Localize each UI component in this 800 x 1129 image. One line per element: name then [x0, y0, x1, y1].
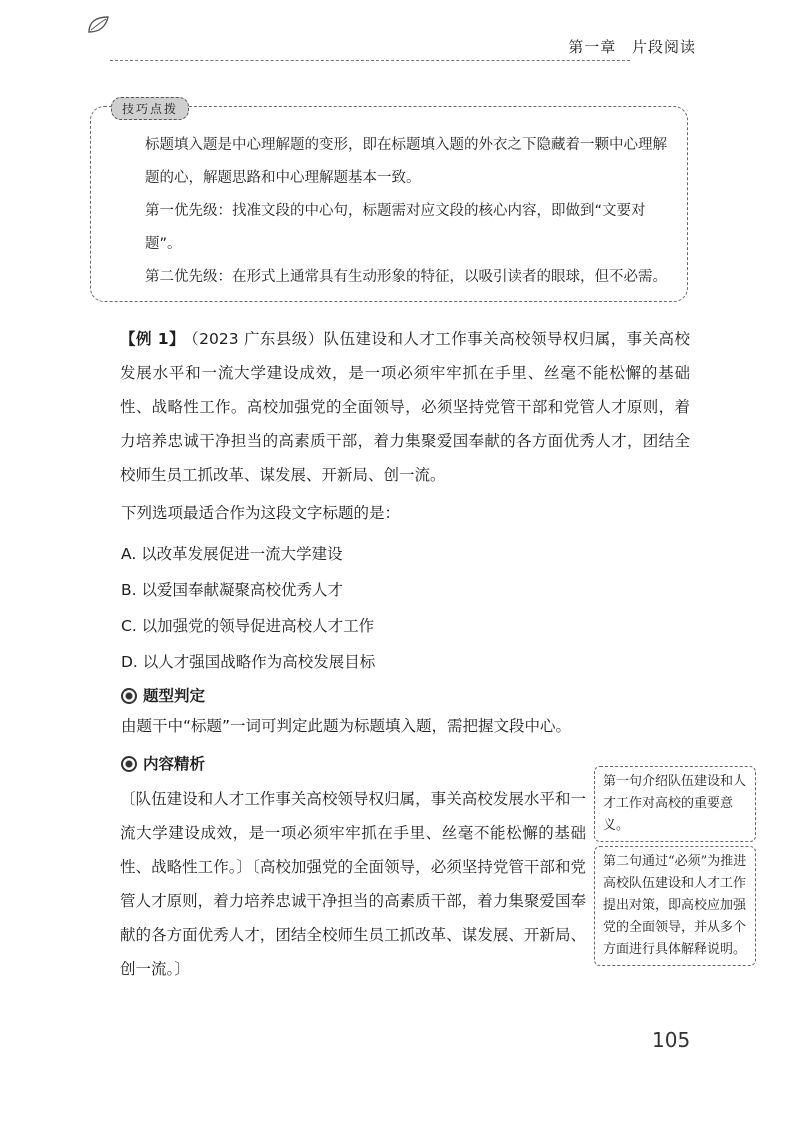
page-header — [86, 14, 696, 54]
gear-bullet-icon — [121, 688, 137, 704]
tip-paragraph-3: 第二优先级：在形式上通常具有生动形象的特征，以吸引读者的眼球，但不必需。 — [145, 269, 667, 285]
option-a: A. 以改革发展促进一流大学建设 — [121, 545, 343, 563]
chapter-label: 第一章 — [568, 38, 617, 56]
page-number: 105 — [652, 1028, 691, 1052]
side-note-2: 第二句通过“必须”为推进高校队伍建设和人才工作提出对策，即高校应加强党的全面领导，并从多个方面进行具体解释说明。 — [594, 846, 756, 966]
tip-paragraph-1: 标题填入题是中心理解题的变形，即在标题填入题的外衣之下隐藏着一颗中心理解题的心，解题思路和中心理解题基本一致。 — [145, 137, 667, 186]
content-analysis-heading-text: 内容精析 — [143, 755, 206, 773]
option-c: C. 以加强党的领导促进高校人才工作 — [121, 617, 375, 635]
header-rule — [110, 60, 630, 61]
type-judgement-heading-text: 题型判定 — [143, 687, 206, 705]
option-b: B. 以爱国奉献凝聚高校优秀人才 — [121, 581, 343, 599]
example-body: （2023 广东县级）队伍建设和人才工作事关高校领导权归属，事关高校发展水平和一流大学建设成效，是一项必须牢牢抓在手里、丝毫不能松懈的基础性、战略性工作。高校加强党的全面领导，必须坚持党管干部和党管人才原则，着力培养忠诚干净担当的高素质干部，着力集聚爱国奉献的各方面优秀人才，团结全校师生员工抓改革、谋发展、开新局、创一流。 — [120, 330, 690, 484]
type-judgement-text: 由题干中“标题”一词可判定此题为标题填入题，需把握文段中心。 — [121, 717, 572, 735]
tip-badge: 技巧点拨 — [111, 97, 189, 120]
question-stem: 下列选项最适合作为这段文字标题的是： — [121, 504, 401, 522]
type-judgement-heading — [121, 684, 205, 706]
leaf-ornament-icon — [86, 14, 112, 36]
content-analysis-heading — [121, 752, 205, 774]
example-passage — [120, 322, 690, 492]
example-tag: 【例 1】 — [120, 330, 185, 348]
running-head — [558, 36, 696, 57]
option-d: D. 以人才强国战略作为高校发展目标 — [121, 653, 376, 671]
tip-paragraph-2: 第一优先级：找准文段的中心句，标题需对应文段的核心内容，即做到“文要对题”。 — [145, 203, 646, 252]
analysis-paragraph: 〔队伍建设和人才工作事关高校领导权归属，事关高校发展水平和一流大学建设成效，是一项必须牢牢抓在手里、丝毫不能松懈的基础性、战略性工作。〕〔高校加强党的全面领导，必须坚持党管干部和党管人才原则，着力培养忠诚干净担当的高素质干部，着力集聚爱国奉献的各方面优秀人才，团结全校师生员工抓改革、谋发展、开新局、创一流。〕 — [120, 790, 586, 978]
side-note-1: 第一句介绍队伍建设和人才工作对高校的重要意义。 — [594, 766, 756, 842]
gear-bullet-icon — [121, 756, 137, 772]
section-label: 片段阅读 — [631, 38, 696, 56]
tip-box — [90, 102, 688, 302]
